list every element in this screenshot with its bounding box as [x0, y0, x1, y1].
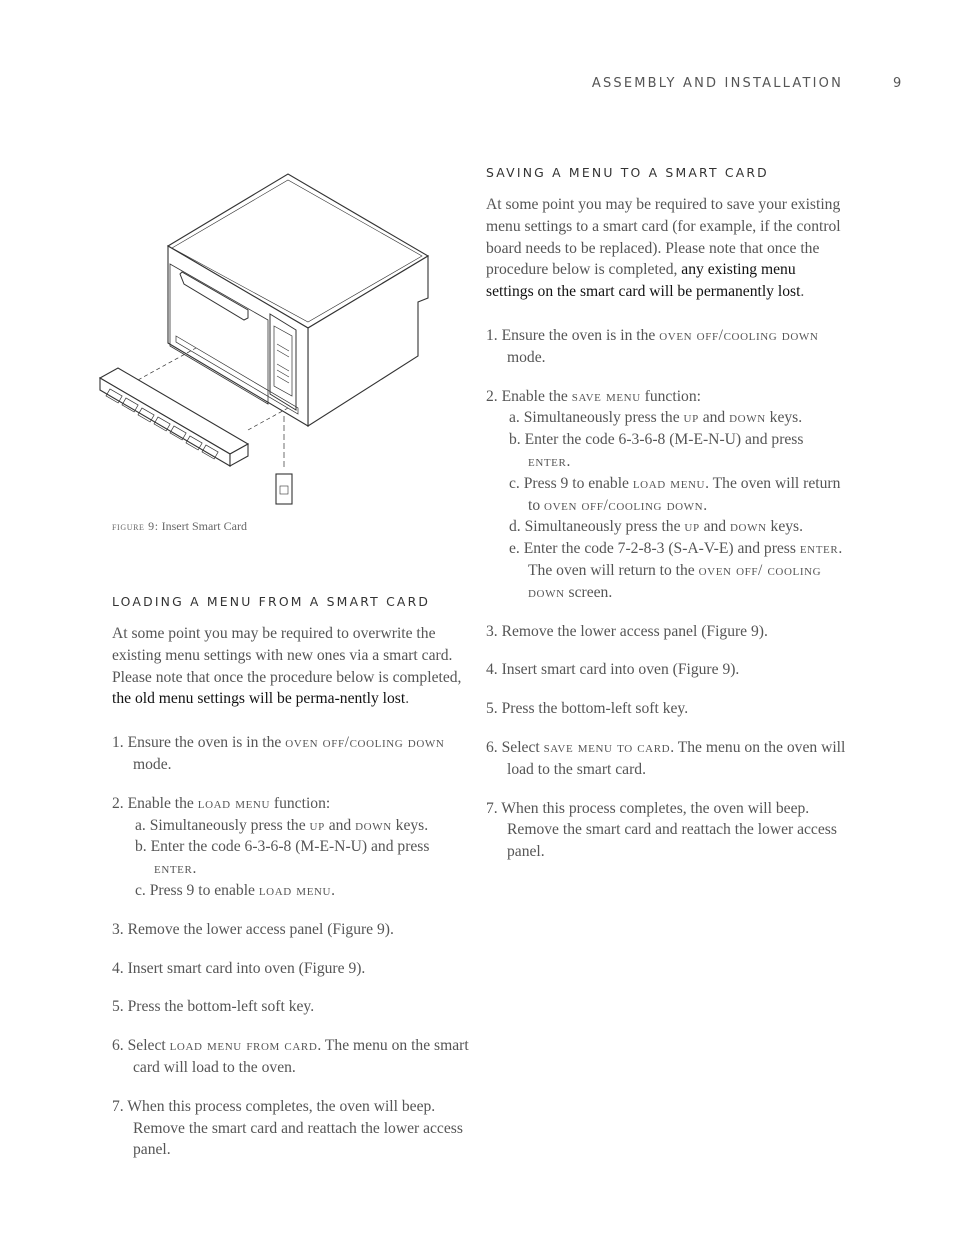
saving-step-5: 5. Press the bottom-left soft key.: [486, 700, 689, 718]
saving-step-4: 4. Insert smart card into oven (Figure 9).: [486, 661, 740, 679]
smart-card: [276, 474, 292, 504]
saving-step-6: 6. Select save menu to card. The menu on the oven will load to the smart card.: [486, 738, 846, 778]
loading-step-6: 6. Select load menu from card. The menu on the smart card will load to the oven.: [112, 1037, 469, 1076]
loading-step-2: 2. Enable the load menu function:: [112, 794, 331, 812]
loading-step-2c: c. Press 9 to enable load menu.: [135, 881, 336, 899]
saving-section: [486, 163, 846, 863]
saving-warning: any existing menu settings on the smart card will be permanently lost: [486, 261, 801, 301]
loading-step-3: 3. Remove the lower access panel (Figure 9).: [112, 920, 394, 938]
saving-step-3: 3. Remove the lower access panel (Figure 9).: [486, 622, 768, 640]
saving-step-2d: d. Simultaneously press the up and down keys.: [509, 518, 804, 536]
page-header: [0, 76, 954, 96]
loading-heading: LOADING A MENU FROM A SMART CARD: [112, 594, 431, 609]
loading-step-2b: b. Enter the code 6-3-6-8 (M-E-N-U) and press enter.: [135, 838, 430, 878]
loading-step-7: 7. When this process completes, the oven will beep. Remove the smart card and reattach the lower access panel.: [112, 1097, 463, 1159]
section-label: ASSEMBLY AND INSTALLATION: [591, 76, 843, 91]
saving-step-2b: b. Enter the code 6-3-6-8 (M-E-N-U) and press enter.: [509, 431, 804, 470]
loading-warning: the old menu settings will be perma-nently lost: [112, 690, 406, 708]
saving-step-2a: a. Simultaneously press the up and down keys.: [509, 409, 803, 427]
loading-section: [112, 592, 472, 1161]
saving-step-2c: c. Press 9 to enable load menu. The oven will return to oven off/cooling down.: [509, 474, 841, 514]
figure-caption: figure 9: Insert Smart Card: [112, 519, 247, 533]
loading-intro: At some point you may be required to overwrite the existing menu settings with new ones via a smart card. Please note that once the procedure below is completed, the old menu settings will be perma-nently lost.: [112, 625, 462, 708]
page-number: 9: [893, 76, 902, 91]
access-panel: [100, 368, 248, 454]
saving-intro: At some point you may be required to save your existing menu settings to a smart card (for example, if the control board needs to be replaced). Please note that once the procedure below is completed, any existing menu settings on the smart card will be permanently lost.: [486, 196, 841, 301]
loading-step-2a: a. Simultaneously press the up and down keys.: [135, 816, 429, 834]
loading-step-4: 4. Insert smart card into oven (Figure 9).: [112, 959, 366, 977]
saving-step-7: 7. When this process completes, the oven will beep. Remove the smart card and reattach the lower access panel.: [486, 799, 837, 861]
saving-step-1: 1. Ensure the oven is in the oven off/cooling down mode.: [486, 326, 819, 366]
saving-heading: SAVING A MENU TO A SMART CARD: [486, 165, 769, 180]
saving-step-2: 2. Enable the save menu function:: [486, 387, 701, 405]
saving-step-2e: e. Enter the code 7-2-8-3 (S-A-V-E) and press enter. The oven will return to the oven off/ cooling down screen.: [509, 540, 843, 601]
oven-illustration: [98, 168, 438, 513]
loading-step-1: 1. Ensure the oven is in the oven off/cooling down mode.: [112, 734, 445, 773]
loading-step-5: 5. Press the bottom-left soft key.: [112, 998, 315, 1016]
